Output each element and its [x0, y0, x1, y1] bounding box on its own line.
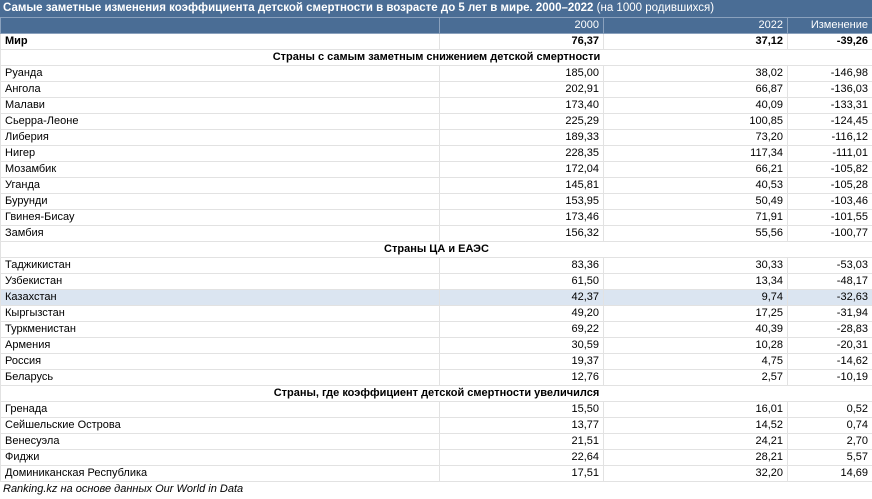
table-row — [1, 146, 872, 162]
table-row — [1, 178, 872, 194]
value-change: -124,45 — [788, 114, 872, 130]
value-change: -53,03 — [788, 258, 872, 274]
value-2000: 49,20 — [440, 306, 604, 322]
value-change: -101,55 — [788, 210, 872, 226]
section-title: Страны ЦА и ЕАЭС — [1, 242, 872, 258]
value-2022: 66,87 — [604, 82, 788, 98]
value-change: -105,82 — [788, 162, 872, 178]
title-main: Самые заметные изменения коэффициента детской смертности в возрасте до 5 лет в мире. 2000–2022 — [3, 2, 594, 14]
value-2000: 30,59 — [440, 338, 604, 354]
country-name: Армения — [1, 338, 440, 354]
country-name: Беларусь — [1, 370, 440, 386]
value-change: -116,12 — [788, 130, 872, 146]
value-2022: 24,21 — [604, 434, 788, 450]
table-row — [1, 162, 872, 178]
country-name: Россия — [1, 354, 440, 370]
table-row — [1, 226, 872, 242]
value-change: -14,62 — [788, 354, 872, 370]
table-row — [1, 66, 872, 82]
value-2022: 38,02 — [604, 66, 788, 82]
value-2022: 30,33 — [604, 258, 788, 274]
value-change: -103,46 — [788, 194, 872, 210]
section-header — [1, 50, 872, 66]
value-2022: 10,28 — [604, 338, 788, 354]
section-title: Страны, где коэффициент детской смертности увеличился — [1, 386, 872, 402]
value-2022: 117,34 — [604, 146, 788, 162]
table-row — [1, 258, 872, 274]
value-2000: 173,46 — [440, 210, 604, 226]
value-2000: 19,37 — [440, 354, 604, 370]
value-change: -32,63 — [788, 290, 872, 306]
value-change: -133,31 — [788, 98, 872, 114]
page-title — [0, 0, 872, 17]
value-2000: 22,64 — [440, 450, 604, 466]
table-body — [1, 18, 872, 482]
value-2000: 156,32 — [440, 226, 604, 242]
country-name: Гвинея-Бисау — [1, 210, 440, 226]
header-country — [1, 18, 440, 34]
table-row — [1, 194, 872, 210]
country-name: Малави — [1, 98, 440, 114]
value-2022: 4,75 — [604, 354, 788, 370]
table-row — [1, 98, 872, 114]
value-change: -111,01 — [788, 146, 872, 162]
value-2000: 153,95 — [440, 194, 604, 210]
value-2000: 185,00 — [440, 66, 604, 82]
country-name: Бурунди — [1, 194, 440, 210]
country-name: Нигер — [1, 146, 440, 162]
value-2022: 50,49 — [604, 194, 788, 210]
data-table — [0, 17, 872, 482]
value-2000: 83,36 — [440, 258, 604, 274]
value-change: 0,74 — [788, 418, 872, 434]
table-row — [1, 114, 872, 130]
value-2000: 15,50 — [440, 402, 604, 418]
table-row — [1, 210, 872, 226]
country-name: Сьерра-Леоне — [1, 114, 440, 130]
country-name: Казахстан — [1, 290, 440, 306]
value-2000: 61,50 — [440, 274, 604, 290]
world-2022: 37,12 — [604, 34, 788, 50]
value-change: -10,19 — [788, 370, 872, 386]
world-2000: 76,37 — [440, 34, 604, 50]
value-change: -28,83 — [788, 322, 872, 338]
value-change: -31,94 — [788, 306, 872, 322]
value-2000: 228,35 — [440, 146, 604, 162]
country-name: Ангола — [1, 82, 440, 98]
value-2000: 173,40 — [440, 98, 604, 114]
value-change: -20,31 — [788, 338, 872, 354]
value-change: -146,98 — [788, 66, 872, 82]
value-2022: 71,91 — [604, 210, 788, 226]
country-name: Руанда — [1, 66, 440, 82]
country-name: Узбекистан — [1, 274, 440, 290]
value-2022: 66,21 — [604, 162, 788, 178]
table-row — [1, 402, 872, 418]
world-name: Мир — [1, 34, 440, 50]
table-row — [1, 434, 872, 450]
value-2022: 9,74 — [604, 290, 788, 306]
country-name: Кыргызстан — [1, 306, 440, 322]
header-2022: 2022 — [604, 18, 788, 34]
country-name: Таджикистан — [1, 258, 440, 274]
value-2000: 202,91 — [440, 82, 604, 98]
value-2022: 17,25 — [604, 306, 788, 322]
value-change: -100,77 — [788, 226, 872, 242]
country-name: Фиджи — [1, 450, 440, 466]
world-change: -39,26 — [788, 34, 872, 50]
title-unit: (на 1000 родившихся) — [596, 2, 715, 14]
value-2022: 40,09 — [604, 98, 788, 114]
value-2022: 28,21 — [604, 450, 788, 466]
source-note: Ranking.kz на основе данных Our World in Data — [3, 483, 244, 495]
value-2022: 14,52 — [604, 418, 788, 434]
value-2022: 13,34 — [604, 274, 788, 290]
value-change: -48,17 — [788, 274, 872, 290]
value-change: 14,69 — [788, 466, 872, 482]
value-2000: 13,77 — [440, 418, 604, 434]
value-2000: 69,22 — [440, 322, 604, 338]
section-title: Страны с самым заметным снижением детской смертности — [1, 50, 872, 66]
value-2000: 172,04 — [440, 162, 604, 178]
table-row — [1, 418, 872, 434]
country-name: Сейшельские Острова — [1, 418, 440, 434]
country-name: Мозамбик — [1, 162, 440, 178]
value-change: 5,57 — [788, 450, 872, 466]
table-row — [1, 82, 872, 98]
country-name: Замбия — [1, 226, 440, 242]
table-row — [1, 322, 872, 338]
header-row — [1, 18, 872, 34]
value-2000: 42,37 — [440, 290, 604, 306]
table-row — [1, 450, 872, 466]
value-2000: 225,29 — [440, 114, 604, 130]
value-2000: 12,76 — [440, 370, 604, 386]
value-change: -105,28 — [788, 178, 872, 194]
header-2000: 2000 — [440, 18, 604, 34]
table-row — [1, 354, 872, 370]
world-row — [1, 34, 872, 50]
country-name: Доминиканская Республика — [1, 466, 440, 482]
section-header — [1, 242, 872, 258]
table-row — [1, 338, 872, 354]
country-name: Венесуэла — [1, 434, 440, 450]
value-2022: 73,20 — [604, 130, 788, 146]
header-change: Изменение — [788, 18, 872, 34]
table-row — [1, 466, 872, 482]
table-row — [1, 130, 872, 146]
value-2022: 2,57 — [604, 370, 788, 386]
value-change: 2,70 — [788, 434, 872, 450]
section-header — [1, 386, 872, 402]
value-2000: 17,51 — [440, 466, 604, 482]
value-2000: 21,51 — [440, 434, 604, 450]
table-row — [1, 370, 872, 386]
value-2022: 40,53 — [604, 178, 788, 194]
value-2022: 32,20 — [604, 466, 788, 482]
value-2000: 189,33 — [440, 130, 604, 146]
country-name: Туркменистан — [1, 322, 440, 338]
value-2022: 100,85 — [604, 114, 788, 130]
value-2022: 16,01 — [604, 402, 788, 418]
table-row — [1, 290, 872, 306]
value-2022: 40,39 — [604, 322, 788, 338]
country-name: Либерия — [1, 130, 440, 146]
table-row — [1, 306, 872, 322]
country-name: Гренада — [1, 402, 440, 418]
country-name: Уганда — [1, 178, 440, 194]
value-change: -136,03 — [788, 82, 872, 98]
value-2022: 55,56 — [604, 226, 788, 242]
table-row — [1, 274, 872, 290]
value-2000: 145,81 — [440, 178, 604, 194]
value-change: 0,52 — [788, 402, 872, 418]
